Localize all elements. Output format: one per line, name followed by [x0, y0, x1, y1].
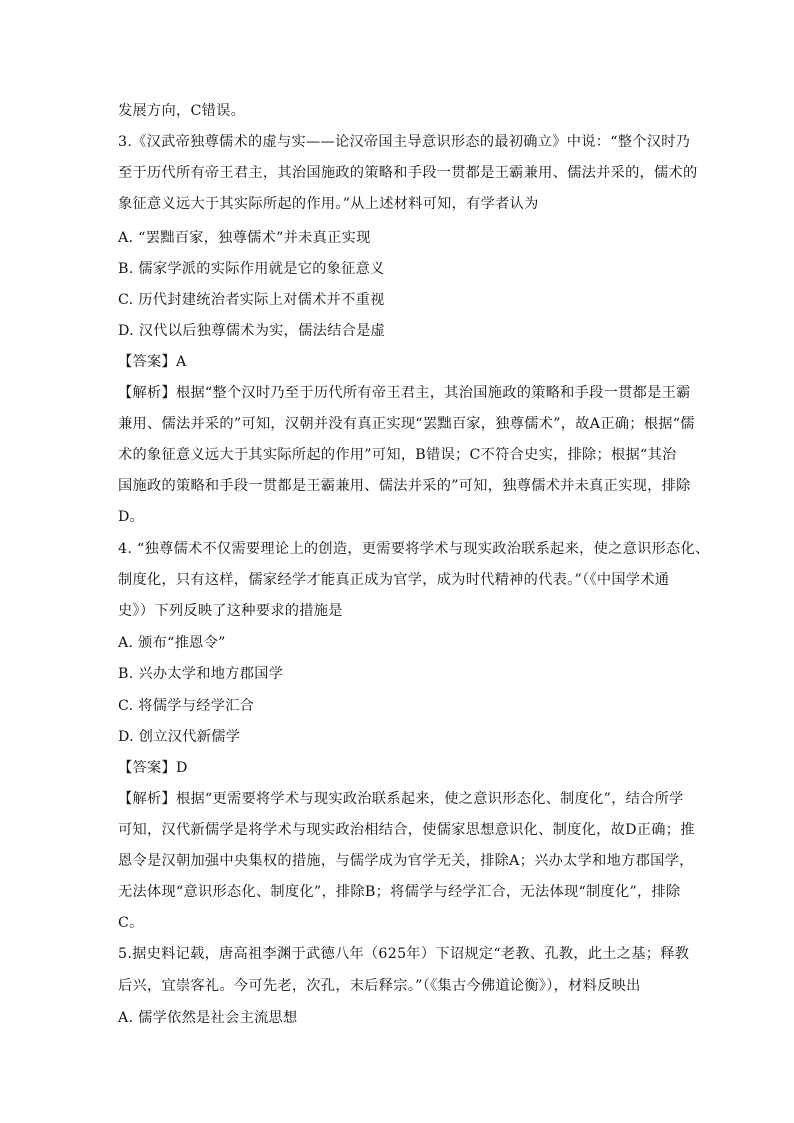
question-3-stem: 3.《汉武帝独尊儒术的虚与实——论汉帝国主导意识形态的最初确立》中说：“整个汉时乃	[118, 134, 691, 150]
question-3-analysis: 术的象征意义远大于其实际所起的作用”可知，B错误；C不符合史实，排除；根据“其治	[118, 447, 677, 463]
question-4-option-a: A. 颁布“推恩令”	[118, 635, 226, 651]
question-3-stem: 至于历代所有帝王君主，其治国施政的策略和手段一贯都是王霸兼用、儒法并采的，儒术的	[118, 165, 698, 181]
question-3-option-d: D. 汉代以后独尊儒术为实，儒法结合是虚	[118, 323, 386, 339]
question-3-analysis: 兼用、儒法并采的”可知，汉朝并没有真正实现“罢黜百家，独尊儒术”，故A正确；根据“儒	[118, 416, 695, 432]
question-4-answer: 【答案】D	[118, 760, 188, 776]
question-3-stem: 象征意义远大于其实际所起的作用。”从上述材料可知，有学者认为	[118, 196, 539, 212]
question-4-analysis: 【解析】根据“更需要将学术与现实政治联系起来，使之意识形态化、制度化”，结合所学	[118, 791, 684, 807]
question-4-analysis: 可知，汉代新儒学是将学术与现实政治相结合，使儒家思想意识化、制度化，故D正确；推	[118, 822, 695, 838]
question-3-option-c: C. 历代封建统治者实际上对儒术并不重视	[118, 292, 385, 308]
question-3-analysis: D。	[118, 509, 145, 525]
question-4-stem: 4. “独尊儒术不仅需要理论上的创造，更需要将学术与现实政治联系起来，使之意识形态化、	[118, 541, 710, 557]
question-5-option-a: A. 儒学依然是社会主流思想	[118, 1010, 298, 1026]
text-line-prev-ending: 发展方向，C错误。	[118, 103, 246, 119]
question-4-option-d: D. 创立汉代新儒学	[118, 729, 241, 745]
question-4-stem: 制度化，只有这样，儒家经学才能真正成为官学，成为时代精神的代表。”（《中国学术通	[118, 572, 670, 588]
question-5-stem: 5.据史料记载，唐高祖李渊于武德八年（625年）下诏规定“老教、孔教，此土之基；释教	[118, 946, 690, 962]
question-4-analysis: 恩令是汉朝加强中央集权的措施，与儒学成为官学无关，排除A；兴办太学和地方郡国学，	[118, 853, 694, 869]
question-3-option-a: A. “罢黜百家，独尊儒术”并未真正实现	[118, 230, 371, 246]
question-4-option-b: B. 兴办太学和地方郡国学	[118, 666, 284, 682]
question-3-analysis: 国施政的策略和手段一贯都是王霸兼用、儒法并采的”可知，独尊儒术并未真正实现，排除	[118, 478, 691, 494]
question-4-analysis: C。	[118, 915, 144, 931]
question-3-analysis: 【解析】根据“整个汉时乃至于历代所有帝王君主，其治国施政的策略和手段一贯都是王霸	[118, 385, 691, 401]
question-4-option-c: C. 将儒学与经学汇合	[118, 698, 255, 714]
question-5-stem: 后兴，宜崇客礼。今可先老，次孔，末后释宗。”（《集古今佛道论衡》），材料反映出	[118, 978, 641, 994]
question-3-option-b: B. 儒家学派的实际作用就是它的象征意义	[118, 261, 385, 277]
question-4-analysis: 无法体现“意识形态化、制度化”，排除B；将儒学与经学汇合，无法体现“制度化”，排除	[118, 884, 681, 900]
question-3-answer: 【答案】A	[118, 354, 187, 370]
question-4-stem: 史》）下列反映了这种要求的措施是	[118, 603, 343, 619]
